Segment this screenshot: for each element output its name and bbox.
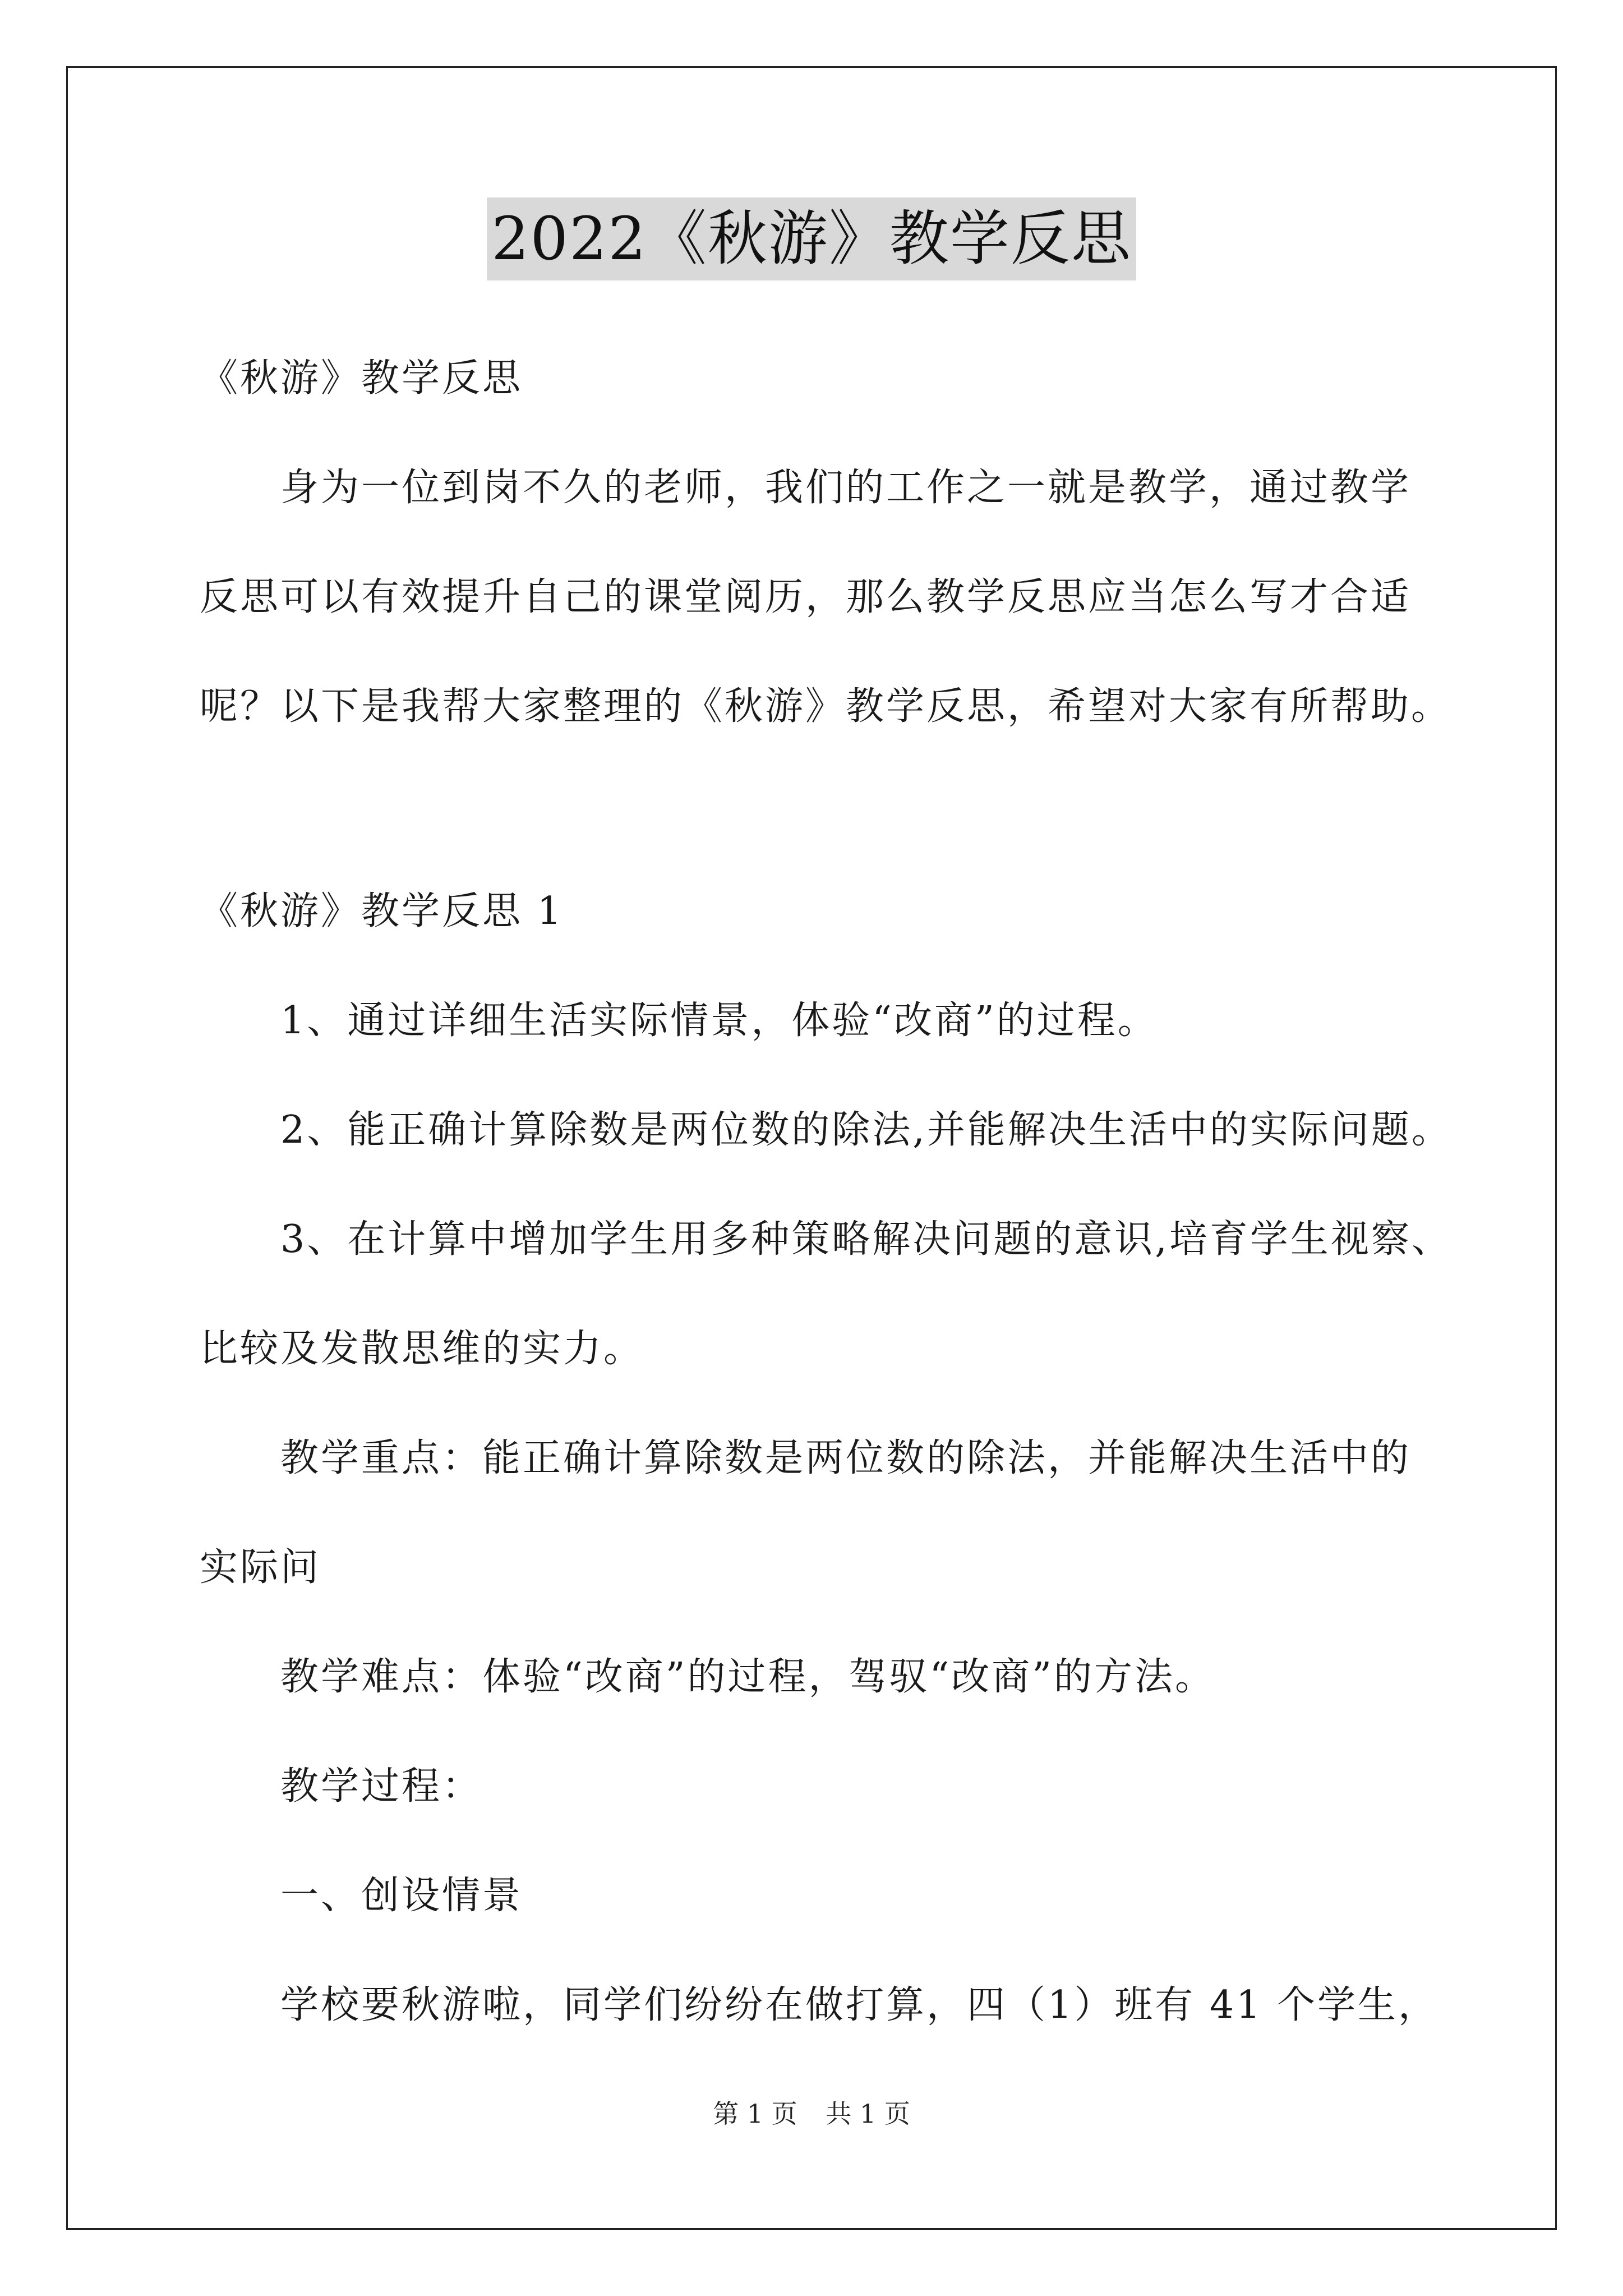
- scene-line: 学校要秋游啦，同学们纷纷在做打算，四（1）班有 41 个学生，: [280, 1983, 1439, 2027]
- goal-2: 2、能正确计算除数是两位数的除法,并能解决生活中的实际问题。: [280, 1108, 1452, 1152]
- section-heading: 《秋游》教学反思 1: [200, 889, 564, 933]
- page-total: 共 1 页: [826, 2099, 910, 2129]
- document-title: 2022《秋游》教学反思: [487, 197, 1136, 280]
- key-point-line-2: 实际问: [200, 1545, 321, 1590]
- subtitle: 《秋游》教学反思: [200, 356, 523, 401]
- goal-3-line-2: 比较及发散思维的实力。: [200, 1327, 644, 1371]
- page-number: 第 1 页: [713, 2099, 797, 2129]
- step-heading: 一、创设情景: [280, 1874, 523, 1918]
- intro-line-1: 身为一位到岗不久的老师，我们的工作之一就是教学，通过教学: [280, 466, 1412, 510]
- page-footer: [0, 2097, 1623, 2131]
- title-container: [0, 197, 1623, 280]
- intro-line-2: 反思可以有效提升自己的课堂阅历，那么教学反思应当怎么写才合适: [200, 575, 1412, 619]
- goal-1: 1、通过详细生活实际情景，体验“改商”的过程。: [280, 999, 1158, 1043]
- goal-3-line-1: 3、在计算中增加学生用多种策略解决问题的意识,培育学生视察、: [280, 1217, 1452, 1262]
- difficulty: 教学难点：体验“改商”的过程，驾驭“改商”的方法。: [280, 1655, 1216, 1699]
- process-heading: 教学过程：: [280, 1764, 483, 1809]
- intro-line-3: 呢？以下是我帮大家整理的《秋游》教学反思，希望对大家有所帮助。: [200, 684, 1452, 729]
- key-point-line-1: 教学重点：能正确计算除数是两位数的除法，并能解决生活中的: [280, 1436, 1412, 1480]
